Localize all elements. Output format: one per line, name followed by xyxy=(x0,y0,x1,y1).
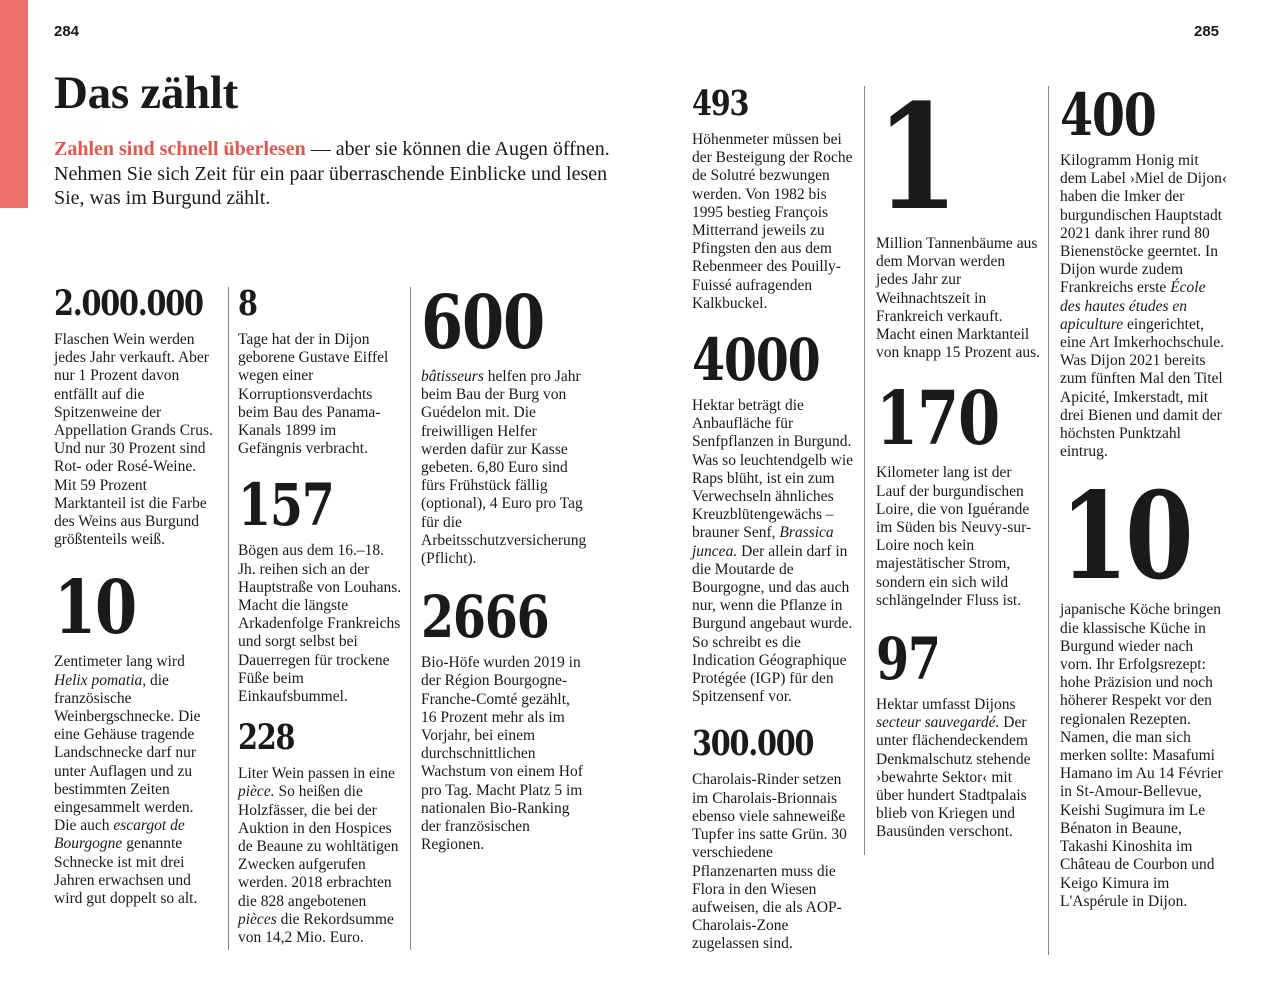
column-rule xyxy=(410,287,411,950)
fact-number: 4000 xyxy=(692,326,820,395)
fact-text: Höhenmeter müssen bei der Besteigung der Roche de Solutré bezwungen werden. Von 1982 bis 1995 bestieg François Mitterrand jeweils zu Pfingsten den aus dem Rebenmeer des Pouilly-Fuissé aufragenden Kalkbuckel. xyxy=(692,131,853,312)
fact-text: Hektar umfasst Dijons secteur sauvegardé. Der unter flächendeckendem Denkmalschutz stehende ›bewahrte Sektor‹ mit über hundert Stadtpalais blieb von Kriegen und Bausünden verschont. xyxy=(876,696,1031,841)
page-number-left: 284 xyxy=(54,23,80,40)
fact-text: Kilogramm Honig mit dem Label ›Miel de Dijon‹ haben die Imker der burgundischen Hauptstadt 2021 dank ihrer rund 80 Bienenstöcke geerntet. In Dijon wurde zudem Frankreichs erste École des hautes études en apiculture eingerichtet, eine Art Imkerhochschule. Was Dijon 2021 bereits zum fünften Mal den Titel Apicité, Imkerstadt, mit drei Bienen und damit der höchsten Punktzahl eintrug. xyxy=(1060,152,1228,461)
fact-text: Liter Wein passen in eine pièce. So heißen die Holzfässer, die bei der Auktion in den Hospices de Beaune zu wohltätigen Zwecken aufgerufen werden. 2018 erbrachten die 828 angebotenen pièces die Rekordsumme von 14,2 Mio. Euro. xyxy=(238,765,399,947)
fact-item xyxy=(421,280,587,568)
fact-number: 228 xyxy=(238,717,295,759)
fact-number: 170 xyxy=(876,376,999,463)
fact-number: 2666 xyxy=(421,583,549,652)
fact-column-6 xyxy=(1060,81,1228,911)
intro-paragraph xyxy=(54,137,614,211)
fact-item xyxy=(1060,81,1228,461)
fact-item xyxy=(876,376,1040,610)
fact-item xyxy=(692,723,856,953)
fact-text: bâtisseurs helfen pro Jahr beim Bau der Burg von Guédelon mit. Die freiwilligen Helfer werden dafür zur Kasse gebeten. 6,80 Euro sind fürs Frühstück fällig (optional), 4 Euro pro Tag für die Arbeitsschutzversicherung (Pflicht). xyxy=(421,368,587,568)
fact-number: 10 xyxy=(1060,466,1191,608)
fact-number: 400 xyxy=(1060,81,1156,149)
fact-text: Zentimeter lang wird Helix pomatia, die französische Weinbergschnecke. Die eine Gehäuse tragende Landschnecke darf nur unter Auflagen und zu bestimmten Zeiten eingesammelt werden. Die auch escargot de Bourgogne genannte Schnecke ist mit drei Jahren erwachsen und wird gut doppelt so alt. xyxy=(54,653,201,908)
fact-item xyxy=(692,326,856,706)
fact-number: 300.000 xyxy=(692,723,814,765)
fact-number: 97 xyxy=(876,625,940,694)
fact-text: Bögen aus dem 16.–18. Jh. reihen sich an der Hauptstraße von Louhans. Macht die längste Arkadenfolge Frankreichs und sorgt selbst bei Dauerregen für trockene Füße beim Einkaufsbummel. xyxy=(238,542,402,706)
fact-column-3 xyxy=(421,280,587,854)
fact-item xyxy=(692,83,856,313)
fact-item xyxy=(238,471,402,706)
fact-text: Hektar beträgt die Anbaufläche für Senfpflanzen in Burgund. Was so leuchtendgelb wie Raps blüht, ist ein zum Verwechseln ähnliches Kreuzblütengewächs – brauner Senf, Brassica juncea. Der allein darf in die Moutarde de Bourgogne, und das auch nur, wenn die Pflanze in Burgund angebaut wurde. So schreibt es die Indication Géographique Protégée (IGP) für den Spitzensenf vor. xyxy=(692,397,854,706)
fact-item xyxy=(54,283,219,549)
red-page-tab xyxy=(0,0,28,208)
page-number-right: 285 xyxy=(1194,23,1220,40)
fact-text: japanische Köche bringen die klassische Küche in Burgund wieder nach vorn. Ihr Erfolgsrezept: hohe Präzision und noch höherer Respekt vor den regionalen Rezepten. Namen, die man sich merken sollte: Masafumi Hamano im Au 14 Février in St-Amour-Bellevue, Keishi Sugimura im Le Bénaton in Beaune, Takashi Kinoshita im Château de Courbon und Keigo Kimura im L'Aspérule in Dijon. xyxy=(1060,601,1223,910)
column-rule xyxy=(1048,86,1049,955)
fact-number: 1 xyxy=(876,73,956,243)
fact-number: 600 xyxy=(421,280,544,366)
fact-item xyxy=(1060,466,1228,910)
fact-text: Kilometer lang ist der Lauf der burgundischen Loire, die von Iguérande im Süden bis Neuvy-sur-Loire noch kein majestätischer Strom, sondern ein sich wild schlängelnder Fluss ist. xyxy=(876,464,1032,609)
fact-column-5 xyxy=(876,73,1041,842)
page-title: Das zählt xyxy=(54,67,238,119)
fact-item xyxy=(238,283,402,458)
fact-text: Million Tannenbäume aus dem Morvan werden jedes Jahr zur Weihnachtszeit in Frankreich verkauft. Macht einen Marktanteil von knapp 15 Prozent aus. xyxy=(876,235,1041,362)
intro-highlight: Zahlen sind schnell überlesen xyxy=(54,138,306,160)
fact-item xyxy=(876,625,1040,842)
fact-item xyxy=(421,583,585,854)
fact-item xyxy=(54,565,219,908)
intro-text: — aber sie können die Augen öffnen. Nehmen Sie sich Zeit für ein paar überraschende Einblicke und lesen Sie, was im Burgund zählt. xyxy=(54,138,610,209)
fact-number: 2.000.000 xyxy=(54,283,203,324)
column-rule xyxy=(228,287,229,950)
fact-text: Tage hat der in Dijon geborene Gustave Eiffel wegen einer Korruptionsverdachts beim Bau des Panama-Kanals 1899 im Gefängnis verbracht. xyxy=(238,331,389,458)
fact-item xyxy=(238,717,402,947)
fact-item xyxy=(876,73,1041,362)
column-rule xyxy=(864,86,865,855)
fact-number: 493 xyxy=(692,83,749,124)
fact-column-1 xyxy=(54,283,219,908)
fact-number: 157 xyxy=(238,471,334,540)
fact-text: Charolais-Rinder setzen im Charolais-Brionnais ebenso viele sahneweiße Tupfer ins satte Grün. 30 verschiedene Pflanzenarten muss die Flora in den Wiesen aufweisen, die als AOP-Charolais-Zone zugelassen sind. xyxy=(692,771,847,953)
fact-number: 10 xyxy=(54,565,136,652)
fact-column-4 xyxy=(692,83,856,954)
fact-column-2 xyxy=(238,283,402,947)
fact-number: 8 xyxy=(238,283,257,324)
fact-text: Flaschen Wein werden jedes Jahr verkauft. Aber nur 1 Prozent davon entfällt auf die Spitzenweine der Appellation Grands Crus. Und nur 30 Prozent sind Rot- oder Rosé-Weine. Mit 59 Prozent Marktanteil ist die Farbe des Weins aus Burgund größtenteils weiß. xyxy=(54,331,213,549)
fact-text: Bio-Höfe wurden 2019 in der Région Bourgogne-Franche-Comté gezählt, 16 Prozent mehr als im Vorjahr, bei einem durchschnittlichen Wachstum von einem Hof pro Tag. Macht Platz 5 im nationalen Bio-Ranking der französischen Regionen. xyxy=(421,654,583,854)
